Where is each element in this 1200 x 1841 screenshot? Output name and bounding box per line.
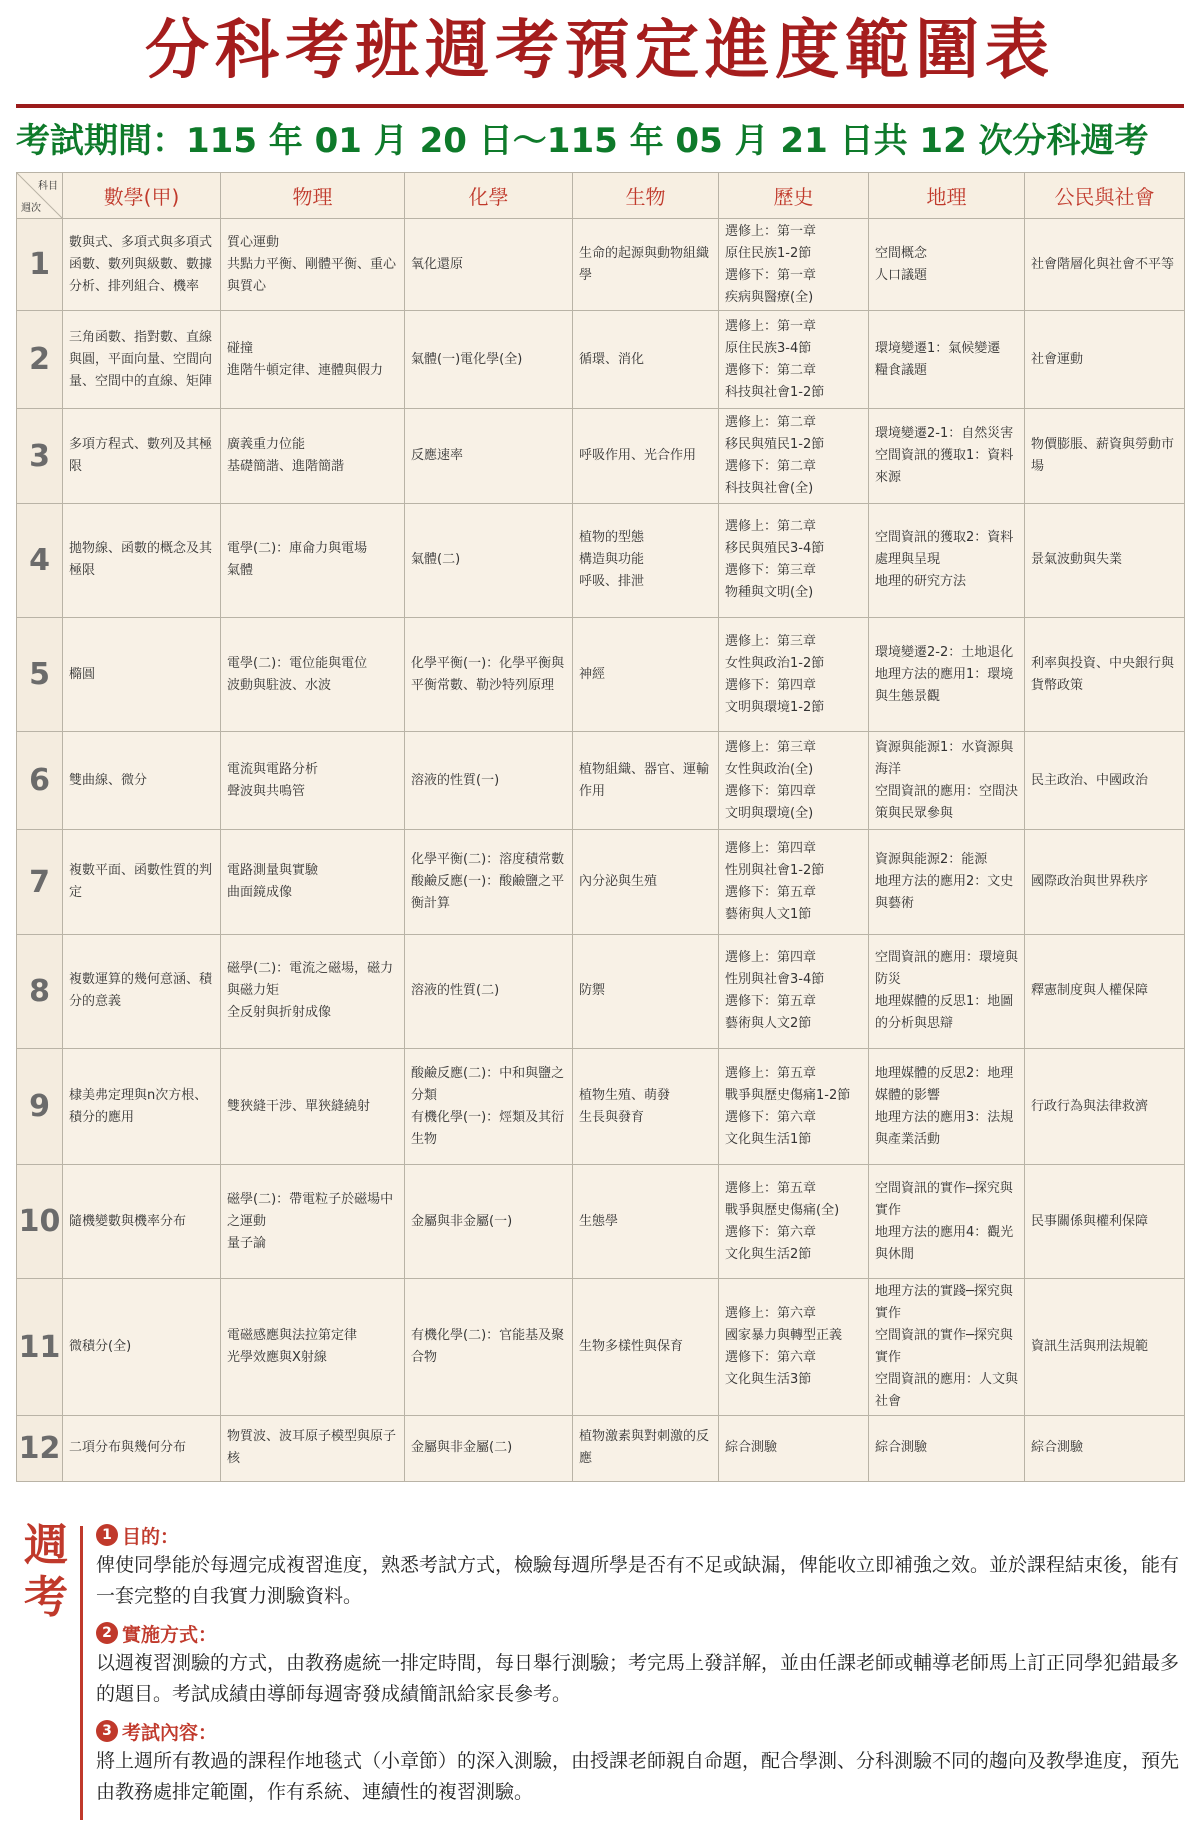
- week-number: 11: [17, 1279, 63, 1415]
- notes-divider: [80, 1526, 83, 1820]
- table-cell: 化學平衡(一)：化學平衡與平衡常數、勒沙特列原理: [405, 617, 573, 731]
- table-cell: 物質波、波耳原子模型與原子核: [221, 1415, 405, 1481]
- table-cell: 空間資訊的應用：環境與防災 地理媒體的反思1：地圖的分析與思辯: [869, 934, 1025, 1048]
- table-cell: 選修上：第三章 女性與政治1-2節 選修下：第四章 文明與環境1-2節: [719, 617, 869, 731]
- table-cell: 隨機變數與機率分布: [63, 1165, 221, 1279]
- table-cell: 民事關係與權利保障: [1025, 1165, 1185, 1279]
- table-row: [17, 1415, 1185, 1481]
- table-cell: 空間概念 人口議題: [869, 219, 1025, 311]
- table-cell: 溶液的性質(一): [405, 732, 573, 830]
- table-cell: 氧化還原: [405, 219, 573, 311]
- table-row: [17, 934, 1185, 1048]
- exam-period: 考試期間：115 年 01 月 20 日～115 年 05 月 21 日共 12 次分科週考: [16, 121, 1149, 161]
- table-cell: 防禦: [573, 934, 719, 1048]
- table-row: [17, 311, 1185, 409]
- table-cell: 景氣波動與失業: [1025, 503, 1185, 617]
- table-cell: 氣體(一)電化學(全): [405, 311, 573, 409]
- table-cell: 生態學: [573, 1165, 719, 1279]
- table-cell: 行政行為與法律救濟: [1025, 1048, 1185, 1164]
- table-cell: 利率與投資、中央銀行與貨幣政策: [1025, 617, 1185, 731]
- table-cell: 國際政治與世界秩序: [1025, 830, 1185, 934]
- header-civics: 公民與社會: [1025, 173, 1185, 219]
- week-number: 1: [17, 219, 63, 311]
- table-cell: 環境變遷1：氣候變遷 糧食議題: [869, 311, 1025, 409]
- table-cell: 拋物線、函數的概念及其極限: [63, 503, 221, 617]
- table-cell: 生物多樣性與保育: [573, 1279, 719, 1415]
- table-cell: 數與式、多項式與多項式函數、數列與級數、數據分析、排列組合、機率: [63, 219, 221, 311]
- table-cell: 電路測量與實驗 曲面鏡成像: [221, 830, 405, 934]
- table-cell: 質心運動 共點力平衡、剛體平衡、重心與質心: [221, 219, 405, 311]
- header-geography: 地理: [869, 173, 1025, 219]
- table-cell: 資源與能源2：能源 地理方法的應用2：文史與藝術: [869, 830, 1025, 934]
- week-number: 9: [17, 1048, 63, 1164]
- table-cell: 廣義重力位能 基礎簡諧、進階簡諧: [221, 409, 405, 503]
- table-cell: 釋憲制度與人權保障: [1025, 934, 1185, 1048]
- table-cell: 生命的起源與動物組織學: [573, 219, 719, 311]
- table-cell: 三角函數、指對數、直線與圓，平面向量、空間向量、空間中的直線、矩陣: [63, 311, 221, 409]
- table-cell: 植物生殖、萌發 生長與發育: [573, 1048, 719, 1164]
- week-number: 3: [17, 409, 63, 503]
- section-body-purpose: 俾使同學能於每週完成複習進度，熟悉考試方式，檢驗每週所學是否有不足或缺漏，俾能收立即補強之效。並於課程結束後，能有一套完整的自我實力測驗資料。: [96, 1554, 1180, 1607]
- week-number: 5: [17, 617, 63, 731]
- table-cell: 物價膨脹、薪資與勞動市場: [1025, 409, 1185, 503]
- table-cell: 環境變遷2-2：土地退化 地理方法的應用1：環境與生態景觀: [869, 617, 1025, 731]
- section-title: 考試內容：: [122, 1721, 218, 1744]
- notes-label-char-1: 週: [24, 1520, 68, 1571]
- table-row: [17, 409, 1185, 503]
- table-cell: 選修上：第三章 女性與政治(全) 選修下：第四章 文明與環境(全): [719, 732, 869, 830]
- section-body-method: 以週複習測驗的方式，由教務處統一排定時間，每日舉行測驗；考完馬上發詳解，並由任課老師或輔導老師馬上訂正同學犯錯最多的題目。考試成績由導師每週寄發成績簡訊給家長參考。: [96, 1652, 1180, 1705]
- week-number: 10: [17, 1165, 63, 1279]
- table-cell: 棣美弗定理與n次方根、積分的應用: [63, 1048, 221, 1164]
- header-math: 數學(甲): [63, 173, 221, 219]
- table-cell: 電學(二)：電位能與電位 波動與駐波、水波: [221, 617, 405, 731]
- section-heading-content: [96, 1716, 1184, 1746]
- table-cell: 磁學(二)：電流之磁場，磁力與磁力矩 全反射與折射成像: [221, 934, 405, 1048]
- number-badge-icon: 2: [96, 1622, 118, 1644]
- week-number: 6: [17, 732, 63, 830]
- table-cell: 地理媒體的反思2：地理媒體的影響 地理方法的應用3：法規與產業活動: [869, 1048, 1025, 1164]
- table-cell: 選修上：第二章 移民與殖民3-4節 選修下：第三章 物種與文明(全): [719, 503, 869, 617]
- table-cell: 微積分(全): [63, 1279, 221, 1415]
- table-cell: 選修上：第一章 原住民族1-2節 選修下：第一章 疾病與醫療(全): [719, 219, 869, 311]
- notes-content: [96, 1520, 1184, 1814]
- week-number: 12: [17, 1415, 63, 1481]
- table-cell: 選修上：第六章 國家暴力與轉型正義 選修下：第六章 文化與生活3節: [719, 1279, 869, 1415]
- section-title: 實施方式：: [122, 1623, 218, 1646]
- number-badge-icon: 3: [96, 1720, 118, 1742]
- weekly-exam-notes: [16, 1520, 1184, 1825]
- table-cell: 社會運動: [1025, 311, 1185, 409]
- table-cell: 雙狹縫干涉、單狹縫繞射: [221, 1048, 405, 1164]
- corner-week-label: 週次: [21, 203, 41, 214]
- table-cell: 選修上：第五章 戰爭與歷史傷痛1-2節 選修下：第六章 文化與生活1節: [719, 1048, 869, 1164]
- table-cell: 電學(二)：庫侖力與電場 氣體: [221, 503, 405, 617]
- table-cell: 空間資訊的獲取2：資料處理與呈現 地理的研究方法: [869, 503, 1025, 617]
- table-cell: 循環、消化: [573, 311, 719, 409]
- table-cell: 碰撞 進階牛頓定律、連體與假力: [221, 311, 405, 409]
- table-cell: 雙曲線、微分: [63, 732, 221, 830]
- table-cell: 複數運算的幾何意涵、積分的意義: [63, 934, 221, 1048]
- table-cell: 二項分布與幾何分布: [63, 1415, 221, 1481]
- table-cell: 植物激素與對刺激的反應: [573, 1415, 719, 1481]
- table-cell: 社會階層化與社會不平等: [1025, 219, 1185, 311]
- table-cell: 多項方程式、數列及其極限: [63, 409, 221, 503]
- number-badge-icon: 1: [96, 1524, 118, 1546]
- table-cell: 化學平衡(二)：溶度積常數 酸鹼反應(一)：酸鹼鹽之平衡計算: [405, 830, 573, 934]
- schedule-table: [16, 172, 1185, 1482]
- table-cell: 植物組織、器官、運輸作用: [573, 732, 719, 830]
- table-cell: 選修上：第五章 戰爭與歷史傷痛(全) 選修下：第六章 文化與生活2節: [719, 1165, 869, 1279]
- corner-subject-label: 科目: [38, 181, 58, 192]
- table-cell: 金屬與非金屬(一): [405, 1165, 573, 1279]
- table-cell: 酸鹼反應(二)：中和與鹽之分類 有機化學(一)：烴類及其衍生物: [405, 1048, 573, 1164]
- table-row: [17, 732, 1185, 830]
- week-number: 2: [17, 311, 63, 409]
- table-cell: 民主政治、中國政治: [1025, 732, 1185, 830]
- table-cell: 資源與能源1：水資源與海洋 空間資訊的應用：空間決策與民眾參與: [869, 732, 1025, 830]
- table-cell: 植物的型態 構造與功能 呼吸、排泄: [573, 503, 719, 617]
- table-cell: 神經: [573, 617, 719, 731]
- table-cell: 綜合測驗: [719, 1415, 869, 1481]
- section-heading-purpose: [96, 1520, 1184, 1550]
- page-title: 分科考班週考預定進度範圍表: [145, 13, 1055, 88]
- section-body-content: 將上週所有教過的課程作地毯式（小章節）的深入測驗，由授課老師親自命題，配合學測、分科測驗不同的趨向及教學進度，預先由教務處排定範圍，作有系統、連續性的複習測驗。: [96, 1750, 1180, 1803]
- table-cell: 電磁感應與法拉第定律 光學效應與X射線: [221, 1279, 405, 1415]
- table-cell: 有機化學(二)：官能基及聚合物: [405, 1279, 573, 1415]
- week-number: 8: [17, 934, 63, 1048]
- table-cell: 地理方法的實踐─探究與實作 空間資訊的實作─探究與實作 空間資訊的應用：人文與社會: [869, 1279, 1025, 1415]
- notes-label-char-2: 考: [24, 1572, 68, 1623]
- table-cell: 選修上：第四章 性別與社會1-2節 選修下：第五章 藝術與人文1節: [719, 830, 869, 934]
- header-chemistry: 化學: [405, 173, 573, 219]
- title-divider: [16, 104, 1184, 108]
- table-cell: 選修上：第二章 移民與殖民1-2節 選修下：第二章 科技與社會(全): [719, 409, 869, 503]
- week-number: 4: [17, 503, 63, 617]
- table-cell: 資訊生活與刑法規範: [1025, 1279, 1185, 1415]
- table-row: [17, 1165, 1185, 1279]
- week-number: 7: [17, 830, 63, 934]
- table-row: [17, 617, 1185, 731]
- table-cell: 金屬與非金屬(二): [405, 1415, 573, 1481]
- section-heading-method: [96, 1618, 1184, 1648]
- table-cell: 綜合測驗: [1025, 1415, 1185, 1481]
- table-cell: 環境變遷2-1：自然災害 空間資訊的獲取1：資料來源: [869, 409, 1025, 503]
- header-row: [17, 173, 1185, 219]
- corner-cell: [17, 173, 63, 219]
- table-cell: 空間資訊的實作─探究與實作 地理方法的應用4：觀光與休閒: [869, 1165, 1025, 1279]
- notes-label: [16, 1520, 76, 1624]
- header-biology: 生物: [573, 173, 719, 219]
- table-cell: 電流與電路分析 聲波與共鳴管: [221, 732, 405, 830]
- section-title: 目的：: [122, 1525, 180, 1548]
- header-physics: 物理: [221, 173, 405, 219]
- table-cell: 綜合測驗: [869, 1415, 1025, 1481]
- schedule-body: [17, 219, 1185, 1482]
- table-row: [17, 1048, 1185, 1164]
- table-row: [17, 830, 1185, 934]
- table-cell: 複數平面、函數性質的判定: [63, 830, 221, 934]
- table-cell: 呼吸作用、光合作用: [573, 409, 719, 503]
- table-row: [17, 219, 1185, 311]
- table-cell: 選修上：第四章 性別與社會3-4節 選修下：第五章 藝術與人文2節: [719, 934, 869, 1048]
- table-cell: 磁學(二)：帶電粒子於磁場中之運動 量子論: [221, 1165, 405, 1279]
- table-cell: 反應速率: [405, 409, 573, 503]
- table-cell: 內分泌與生殖: [573, 830, 719, 934]
- header-history: 歷史: [719, 173, 869, 219]
- table-cell: 選修上：第一章 原住民族3-4節 選修下：第二章 科技與社會1-2節: [719, 311, 869, 409]
- table-cell: 氣體(二): [405, 503, 573, 617]
- table-row: [17, 1279, 1185, 1415]
- table-cell: 溶液的性質(二): [405, 934, 573, 1048]
- table-cell: 橢圓: [63, 617, 221, 731]
- table-row: [17, 503, 1185, 617]
